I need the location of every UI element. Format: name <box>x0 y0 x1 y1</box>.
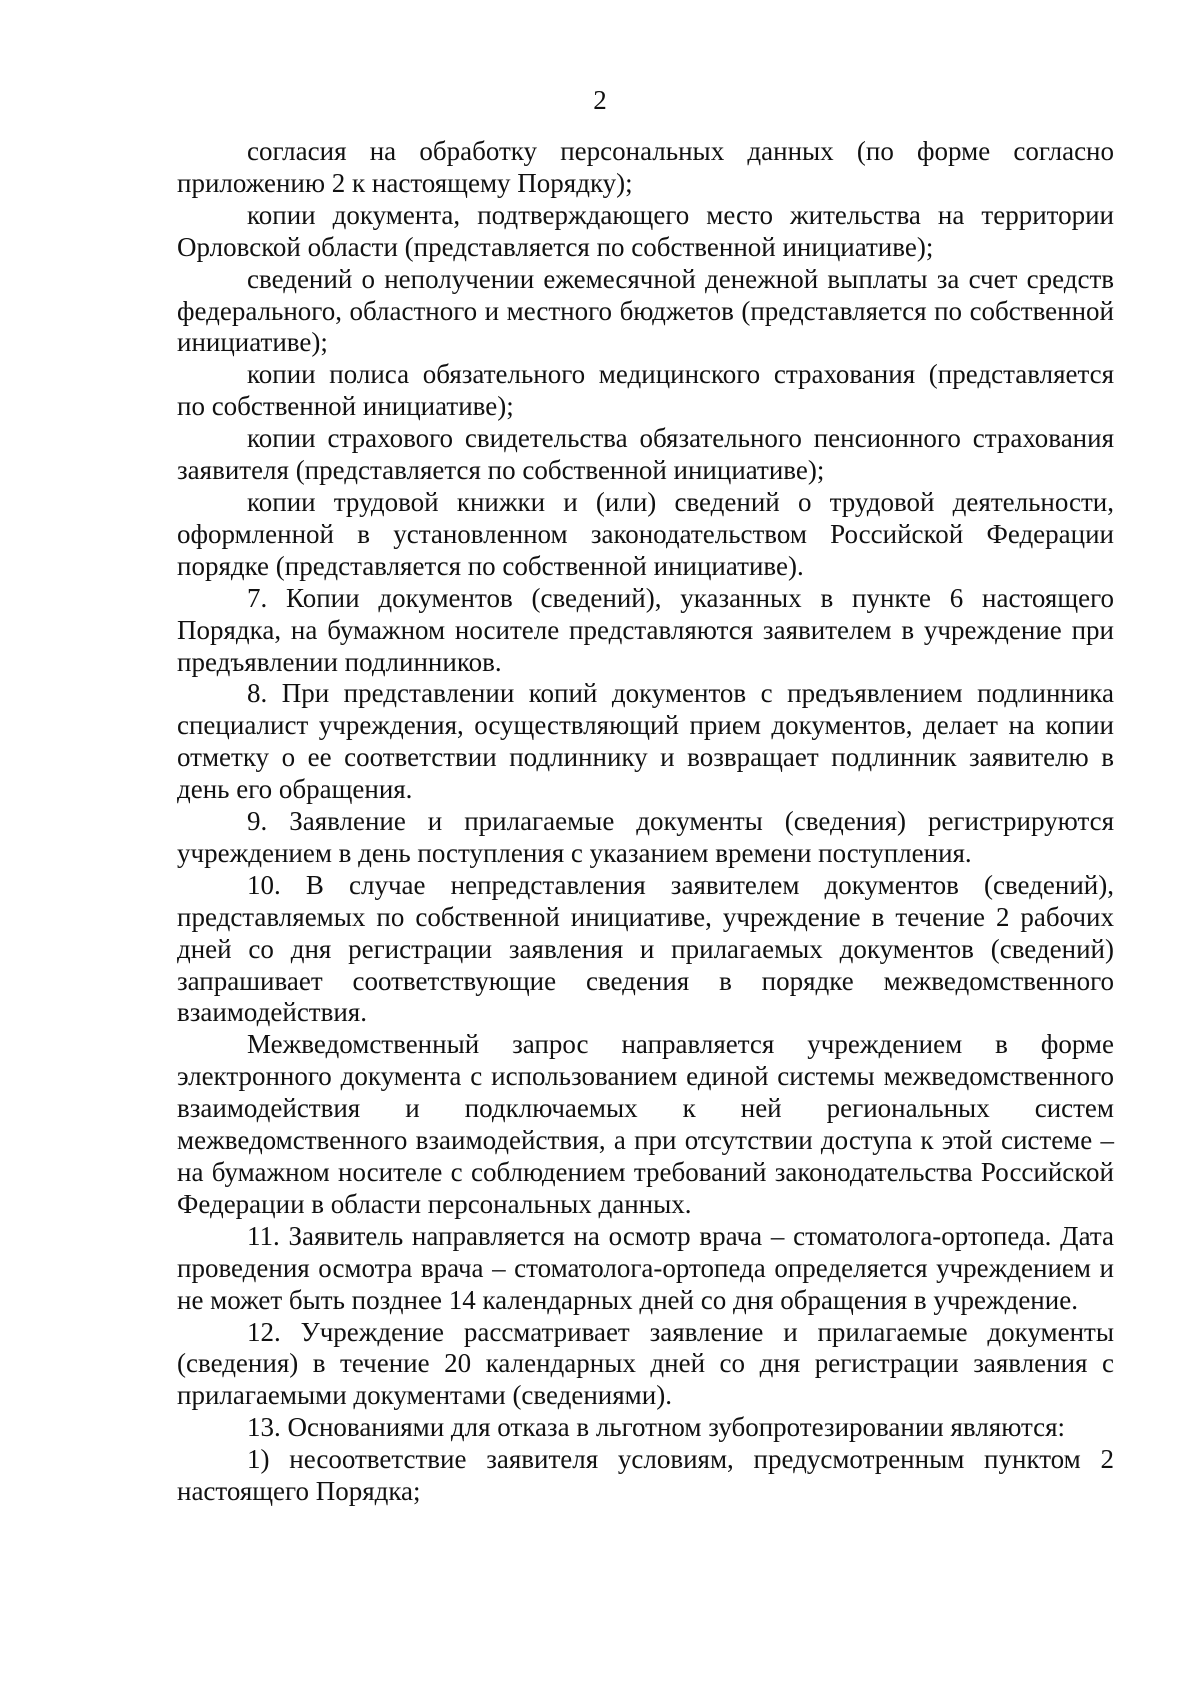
paragraph-item-9: 9. Заявление и прилагаемые документы (сведения) регистрируются учреждением в день поступления с указанием времени поступления. <box>177 806 1114 868</box>
paragraph-residence-document: копии документа, подтверждающего место жительства на территории Орловской области (представляется по собственной инициативе); <box>177 199 1114 262</box>
paragraph-item-13-subitem-1: 1) несоответствие заявителя условиям, предусмотренным пунктом 2 настоящего Порядка; <box>177 1444 1114 1507</box>
page-number: 2 <box>593 85 607 115</box>
paragraph-consent-personal-data: согласия на обработку персональных данных (по форме согласно приложению 2 к настоящему Порядку); <box>177 136 1114 198</box>
paragraph-pension-insurance-certificate: копии страхового свидетельства обязательного пенсионного страхования заявителя (представляется по собственной инициативе); <box>177 423 1114 486</box>
paragraph-item-13: 13. Основаниями для отказа в льготном зубопротезировании являются: <box>247 1412 1066 1443</box>
document-body <box>177 136 1114 1508</box>
paragraph-item-10: 10. В случае непредставления заявителем документов (сведений), представляемых по собственной инициативе, учреждение в течение 2 рабочих дней со дня регистрации заявления и прилагаемых документов (сведений) запрашивает соответствующие сведения в порядке межведомственного взаимодействия. <box>177 869 1114 1028</box>
paragraph-interagency-request: Межведомственный запрос направляется учреждением в форме электронного документа с использованием единой системы межведомственного взаимодействия и подключаемых к ней региональных систем межведомственного взаимодействия, а при отсутствии доступа к этой системе – на бумажном носителе с соблюдением требований законодательства Российской Федерации в области персональных данных. <box>177 1029 1114 1219</box>
paragraph-work-record-book: копии трудовой книжки и (или) сведений о трудовой деятельности, оформленной в установленном законодательством Российской Федерации порядке (представляется по собственной инициативе). <box>177 486 1114 581</box>
paragraph-monthly-payment-info: сведений о неполучении ежемесячной денежной выплаты за счет средств федерального, областного и местного бюджетов (представляется по собственной инициативе); <box>177 263 1114 358</box>
paragraph-medical-insurance-policy: копии полиса обязательного медицинского страхования (представляется по собственной инициативе); <box>177 359 1114 422</box>
paragraph-item-12: 12. Учреждение рассматривает заявление и прилагаемые документы (сведения) в течение 20 календарных дней со дня регистрации заявления с прилагаемыми документами (сведениями). <box>177 1316 1114 1411</box>
paragraph-item-8: 8. При представлении копий документов с предъявлением подлинника специалист учреждения, осуществляющий прием документов, делает на копии отметку о ее соответствии подлиннику и возвращает подлинник заявителю в день его обращения. <box>177 678 1114 805</box>
paragraph-item-11: 11. Заявитель направляется на осмотр врача – стоматолога-ортопеда. Дата проведения осмотра врача – стоматолога-ортопеда определяется учреждением и не может быть позднее 14 календарных дней со дня обращения в учреждение. <box>177 1220 1114 1315</box>
paragraph-item-7: 7. Копии документов (сведений), указанных в пункте 6 настоящего Порядка, на бумажном носителе представляются заявителем в учреждение при предъявлении подлинников. <box>177 582 1114 677</box>
